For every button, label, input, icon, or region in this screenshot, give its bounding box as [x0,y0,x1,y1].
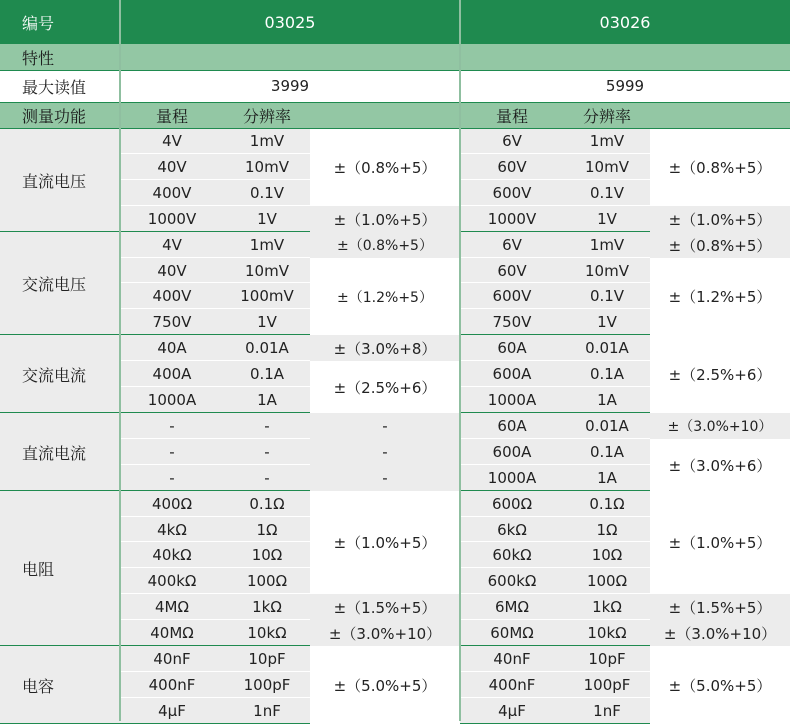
range-cell-a: 400kΩ [120,568,224,594]
range-cell-a: 40A [120,335,224,361]
accuracy-cell-a: ±（3.0%+10） [310,620,460,646]
range-cell-a: 40V [120,258,224,283]
resolution-cell-b: 0.1V [564,283,650,309]
accuracy-cell-b: ±（0.8%+5） [650,128,790,206]
range-cell-b: 6V [460,232,564,258]
accuracy-header-a [310,102,460,128]
model-b-header: 03026 [460,0,790,44]
function-label: 电容 [0,646,120,724]
resolution-cell-a: 1Ω [224,517,310,542]
accuracy-cell-b: ±（0.8%+5） [650,232,790,258]
max-reading-b: 5999 [460,70,790,102]
function-label: 直流电压 [0,128,120,232]
range-cell-a: 4MΩ [120,594,224,620]
resolution-cell-b: 100Ω [564,568,650,594]
accuracy-cell-a: - [310,439,460,465]
accuracy-cell-a: - [310,413,460,439]
resolution-cell-a: 0.1Ω [224,491,310,517]
range-cell-a: - [120,439,224,465]
resolution-cell-b: 0.1A [564,361,650,387]
resolution-cell-b: 10mV [564,154,650,180]
range-cell-a: 400V [120,283,224,309]
resolution-cell-a: 10kΩ [224,620,310,646]
accuracy-cell-b: ±（1.0%+5） [650,206,790,232]
range-cell-b: 1000A [460,465,564,491]
accuracy-cell-b: ±（5.0%+5） [650,646,790,724]
resolution-cell-a: 1V [224,309,310,335]
accuracy-cell-a: ±（1.0%+5） [310,491,460,594]
resolution-cell-b: 0.01A [564,413,650,439]
range-cell-b: 400nF [460,672,564,698]
range-cell-b: 6MΩ [460,594,564,620]
resolution-cell-a: - [224,465,310,491]
section-title: 特性 [0,44,790,70]
accuracy-cell-b: ±（3.0%+10） [650,413,790,439]
max-reading-a: 3999 [120,70,460,102]
accuracy-cell-a: ±（2.5%+6） [310,361,460,413]
range-cell-a: - [120,413,224,439]
range-header-b: 量程 [460,102,564,128]
accuracy-cell-b: ±（1.5%+5） [650,594,790,620]
accuracy-cell-b: ±（1.2%+5） [650,258,790,335]
function-label: 交流电压 [0,232,120,335]
accuracy-cell-a: ±（3.0%+8） [310,335,460,361]
range-cell-a: 4V [120,232,224,258]
range-header-a: 量程 [120,102,224,128]
accuracy-cell-b: ±（2.5%+6） [650,335,790,413]
resolution-header-a: 分辨率 [224,102,310,128]
accuracy-cell-a: ±（5.0%+5） [310,646,460,724]
range-cell-b: 600A [460,361,564,387]
range-cell-b: 60V [460,258,564,283]
resolution-cell-b: 1mV [564,128,650,154]
resolution-cell-b: 10kΩ [564,620,650,646]
range-cell-b: 60V [460,154,564,180]
range-cell-b: 6kΩ [460,517,564,542]
header-label: 编号 [0,0,120,44]
model-a-header: 03025 [120,0,460,44]
range-cell-b: 750V [460,309,564,335]
range-cell-b: 600V [460,283,564,309]
resolution-cell-b: 10pF [564,646,650,672]
measure-function-header: 测量功能 [0,102,120,128]
resolution-cell-a: 10mV [224,258,310,283]
resolution-cell-b: 10Ω [564,542,650,568]
resolution-cell-a: 0.01A [224,335,310,361]
resolution-cell-b: 1V [564,309,650,335]
range-cell-b: 60A [460,413,564,439]
function-label: 电阻 [0,491,120,646]
resolution-cell-b: 1Ω [564,517,650,542]
range-cell-a: 4kΩ [120,517,224,542]
resolution-cell-a: 1A [224,387,310,413]
range-cell-b: 1000A [460,387,564,413]
accuracy-cell-a: ±（0.8%+5） [310,128,460,206]
resolution-cell-b: 0.01A [564,335,650,361]
accuracy-cell-a: ±（1.5%+5） [310,594,460,620]
accuracy-cell-b: ±（3.0%+10） [650,620,790,646]
accuracy-header-b [650,102,790,128]
range-cell-a: 40MΩ [120,620,224,646]
range-cell-b: 60kΩ [460,542,564,568]
resolution-cell-b: 1V [564,206,650,232]
range-cell-b: 40nF [460,646,564,672]
range-cell-b: 600V [460,180,564,206]
resolution-cell-a: 1mV [224,232,310,258]
resolution-cell-b: 0.1Ω [564,491,650,517]
range-cell-b: 60MΩ [460,620,564,646]
resolution-cell-a: 0.1V [224,180,310,206]
resolution-cell-b: 1A [564,465,650,491]
resolution-cell-a: - [224,439,310,465]
range-cell-a: 400nF [120,672,224,698]
resolution-header-b: 分辨率 [564,102,650,128]
resolution-cell-a: 1nF [224,698,310,724]
range-cell-a: 400A [120,361,224,387]
range-cell-a: 40V [120,154,224,180]
range-cell-a: 4μF [120,698,224,724]
range-cell-b: 600kΩ [460,568,564,594]
range-cell-a: 750V [120,309,224,335]
range-cell-a: 1000V [120,206,224,232]
accuracy-cell-a: ±（1.2%+5） [310,258,460,335]
range-cell-a: 40nF [120,646,224,672]
resolution-cell-b: 10mV [564,258,650,283]
range-cell-a: 1000A [120,387,224,413]
function-label: 直流电流 [0,413,120,491]
range-cell-b: 1000V [460,206,564,232]
resolution-cell-a: 1kΩ [224,594,310,620]
resolution-cell-a: 1mV [224,128,310,154]
range-cell-b: 6V [460,128,564,154]
accuracy-cell-a: ±（0.8%+5） [310,232,460,258]
range-cell-a: 400Ω [120,491,224,517]
accuracy-cell-a: - [310,465,460,491]
range-cell-a: 4V [120,128,224,154]
resolution-cell-b: 100pF [564,672,650,698]
resolution-cell-a: 10pF [224,646,310,672]
resolution-cell-b: 1kΩ [564,594,650,620]
resolution-cell-a: - [224,413,310,439]
resolution-cell-a: 100Ω [224,568,310,594]
resolution-cell-a: 1V [224,206,310,232]
resolution-cell-a: 100pF [224,672,310,698]
range-cell-a: 40kΩ [120,542,224,568]
resolution-cell-b: 0.1A [564,439,650,465]
resolution-cell-b: 0.1V [564,180,650,206]
range-cell-b: 4μF [460,698,564,724]
resolution-cell-a: 10mV [224,154,310,180]
resolution-cell-a: 100mV [224,283,310,309]
resolution-cell-a: 10Ω [224,542,310,568]
range-cell-a: - [120,465,224,491]
range-cell-b: 60A [460,335,564,361]
resolution-cell-a: 0.1A [224,361,310,387]
column-divider [459,0,461,721]
max-reading-label: 最大读值 [0,70,120,102]
column-divider [119,0,121,721]
accuracy-cell-a: ±（1.0%+5） [310,206,460,232]
accuracy-cell-b: ±（3.0%+6） [650,439,790,491]
range-cell-b: 600Ω [460,491,564,517]
range-cell-b: 600A [460,439,564,465]
range-cell-a: 400V [120,180,224,206]
function-label: 交流电流 [0,335,120,413]
resolution-cell-b: 1nF [564,698,650,724]
accuracy-cell-b: ±（1.0%+5） [650,491,790,594]
resolution-cell-b: 1mV [564,232,650,258]
resolution-cell-b: 1A [564,387,650,413]
